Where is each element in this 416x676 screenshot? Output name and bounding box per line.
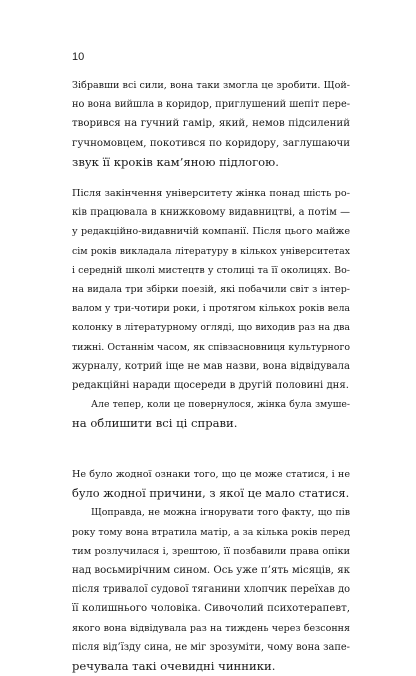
- text-line: і середній школі мистецтв у столиці та її околицях. Во-: [72, 264, 350, 276]
- text-block: [72, 465, 350, 676]
- text-line: після від’їзду сина, не міг зрозуміти, чому вона запе-: [72, 641, 350, 653]
- text-line: тижні. Останнім часом, як співзасновниця культурного: [72, 341, 350, 353]
- text-line: Після закінчення університету жінка понад шість ро-: [72, 188, 350, 199]
- text-line: якого вона відвідувала раз на тиждень через безсоння: [72, 622, 350, 634]
- text-line: творився на гучний гамір, який, немов підсилений: [72, 118, 350, 130]
- text-block: [72, 184, 350, 433]
- text-line: після тривалої судової тяганини хлопчик переїхав до: [72, 584, 350, 596]
- text-line: на облишити всі ці справи.: [72, 416, 238, 431]
- text-line: ків працювала в книжковому видавництві, а потім —: [72, 207, 350, 219]
- text-line: Щоправда, не можна ігнорувати того факту, що пів: [91, 507, 350, 519]
- text-line: її колишнього чоловіка. Сивочолий психотерапевт,: [72, 603, 350, 615]
- text-line: редакційні наради щосереди в другій половині дня.: [72, 379, 349, 391]
- text-line: но вона вийшла в коридор, приглушений шепіт пере-: [72, 99, 351, 111]
- text-line: у редакційно-видавничій компанії. Після цього майже: [72, 226, 350, 238]
- text-line: Не було жодної ознаки того, що це може статися, і не: [72, 469, 350, 480]
- text-block: [72, 76, 350, 172]
- page-number: 10: [72, 51, 85, 63]
- text-line: журналу, котрий іще не мав назви, вона відвідувала: [72, 360, 350, 372]
- text-line: тим розлучилася і, зрештою, її позбавили права опіки: [72, 545, 350, 557]
- text-line: колонку в літературному огляді, що виходив раз на два: [72, 322, 350, 334]
- text-line: Але тепер, коли це повернулося, жінка була змуше-: [91, 399, 350, 411]
- text-line: гучномовцем, покотився по коридору, заглушаючи: [72, 137, 350, 149]
- text-line: Зібравши всі сили, вона таки змогла це зробити. Щой-: [72, 80, 350, 91]
- text-line: речувала такі очевидні чинники.: [72, 658, 276, 673]
- text-line: сім років викладала літературу в кількох університетах: [72, 245, 350, 257]
- text-line: року тому вона втратила матір, а за кілька років перед: [72, 526, 350, 538]
- text-line: звук її кроків кам’яною підлогою.: [72, 154, 279, 169]
- text-line: над восьмирічним сином. Ось уже п’ять місяців, як: [72, 564, 350, 576]
- text-line: на видала три збірки поезій, які побачили світ з інтер-: [72, 283, 350, 295]
- text-line: валом у три-чотири роки, і протягом кількох років вела: [72, 303, 350, 315]
- text-line: було жодної причини, з якої це мало статися.: [72, 486, 350, 501]
